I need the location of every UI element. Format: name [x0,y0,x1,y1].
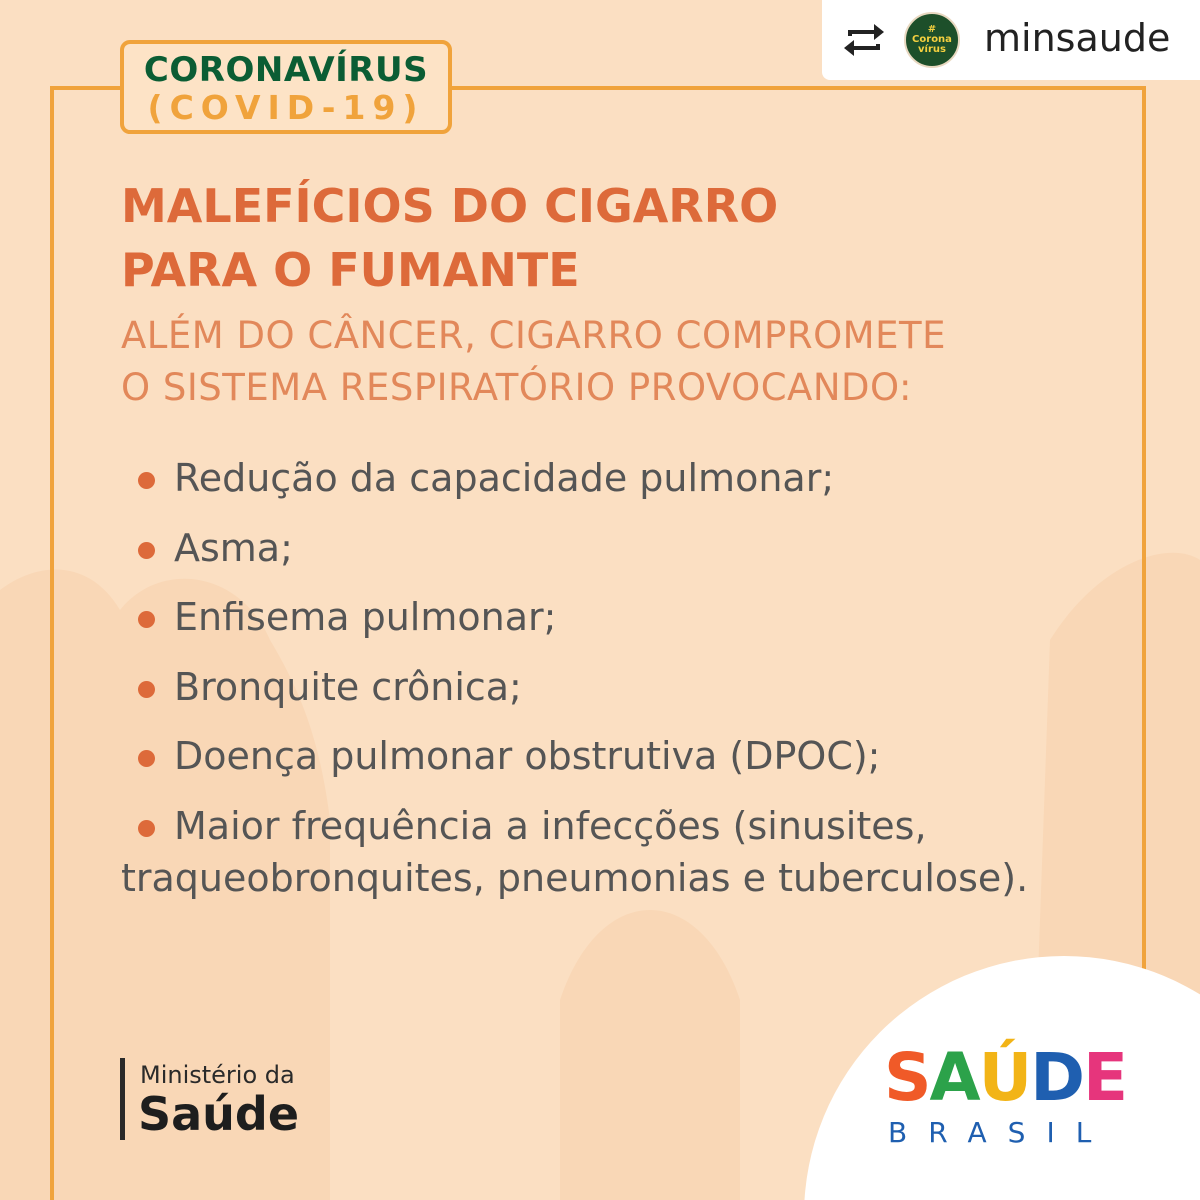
list-item-text: Maior frequência a infecções (sinusites, traqueobronquites, pneumonias e tuberculose). [121,804,1029,900]
bullet-icon [138,542,155,559]
ministry-name-line-2: Saúde [138,1087,300,1141]
post-subtitle [121,310,946,414]
badge-title: CORONAVÍRUS [143,50,429,90]
list-item-text: Asma; [174,526,293,570]
saude-letter: D [1030,1039,1084,1116]
list-item-text: Redução da capacidade pulmonar; [174,456,835,500]
account-avatar[interactable] [904,12,960,68]
bullet-icon [138,472,155,489]
bullet-icon [138,681,155,698]
badge-subtitle: (COVID-19) [147,88,425,127]
ministerio-da-saude-logo [120,1058,380,1142]
saude-letter: A [929,1039,979,1116]
repost-tag[interactable] [822,0,1200,80]
coronavirus-badge [120,40,452,134]
logo-bar [120,1058,125,1140]
subtitle-line-2: O SISTEMA RESPIRATÓRIO PROVOCANDO: [121,366,912,409]
post-title [121,174,778,302]
list-item-text: Bronquite crônica; [174,665,522,709]
ministry-name-line-1: Ministério da [140,1061,295,1089]
bullet-icon [138,611,155,628]
subtitle-line-1: ALÉM DO CÂNCER, CIGARRO COMPROMETE [121,314,946,357]
saude-letter: S [884,1039,930,1116]
title-line-1: MALEFÍCIOS DO CIGARRO [121,179,779,233]
list-item-text: Enfisema pulmonar; [174,595,557,639]
saude-brasil-logo [884,1040,1140,1150]
saude-letter: Ú [978,1039,1031,1116]
brasil-wordmark: BRASIL [888,1116,1113,1149]
saude-letter: E [1083,1039,1127,1116]
account-handle[interactable]: minsaude [984,16,1171,60]
bullet-icon [138,750,155,767]
avatar-label: # Corona vírus [912,24,952,55]
title-line-2: PARA O FUMANTE [121,243,580,297]
repost-icon [840,20,888,60]
saude-wordmark [884,1040,1126,1116]
list-item-text: Doença pulmonar obstrutiva (DPOC); [174,734,881,778]
